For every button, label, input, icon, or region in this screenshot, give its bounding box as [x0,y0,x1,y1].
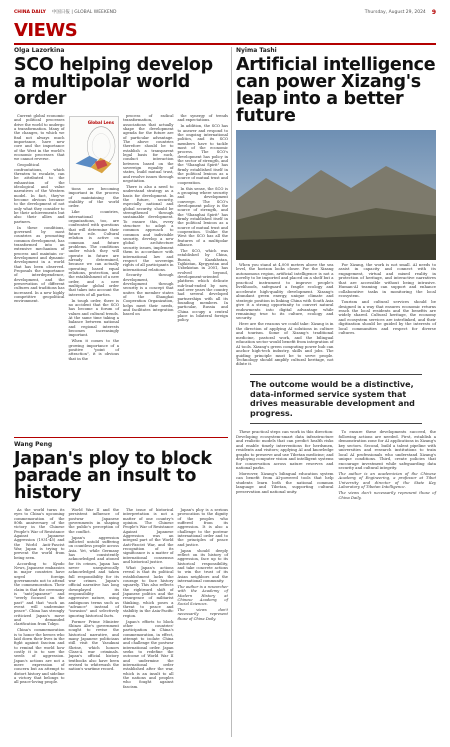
handshake-illustration [70,117,119,183]
page-header [14,6,436,18]
paragraph: When it comes to the growing importance of a positive "point of attraction", it is obvious that in the [68,339,119,361]
body-column [123,508,174,691]
paragraph: The SCO, which was established by China, Russia, Kazakhstan, Tajikistan, Kyrgyzstan and Uzbekistan in 2001, has evolved beyond, development-oriented platform which delicate sub-lead-ended by now, and over years the country had several developed partnerships with all its founding members. In particular, Russia and China occupy a central place in bilateral foreign policy. [177,248,228,323]
disclaimer: The views don't necessarily represent those of China Daily. [338,490,436,500]
paragraph: China's commemoration is to honor the heroes who laid down their lives in the fight against fascism and to remind the world how costly it is to sow the seeds of aggression. Japan's actions are not a mere expression of concern but an attempt to distort history and sideline a victory that belongs to all peace-loving people. [14,628,65,685]
paragraph: In addition, the SCO has to answer and respond to the ongoing international politics, and its SCO members have to tackle most of the economic process. The SCO's development has policy in the sector of strength, and the "Shanghai Spirit" has firmly established itself in the political lexicon as a source of mutual trust and cooperation. [177,124,228,185]
author-note: The author is an academician of the Chinese Academy of Engineering, a professor at Tibet University and director of the State Key Laboratory of Tibetan Intelligence. [338,471,436,490]
paragraph: To ensure these developments succeed, the following actions are needed. First, establish a demonstration zone for AI applications in Xizang's key sectors. Second, build a talent pipeline with universities and research institutions to train local AI professionals who understand Xizang's unique conditions. Third, create policies that encourage investment while safeguarding data security and cultural integrity. [338,429,436,471]
body-column [236,263,334,368]
author-note: The author is a researcher with the Academy of Modern History at Chinese Academy of Social Sciences. [177,584,228,607]
article-photo [236,130,436,260]
paragraph: In these conditions, governed by most countries as promoting common development, has transformed into an extensive mechanism of process and maintain co-development and dynamic development in a world that has been observed. Proposals the importance of interdependence, development, and the preservation of different cultures and traditions has increased. In a new highly competitive geopolitical environment. [14,225,65,304]
paragraph: Moreover, Xizang's bilingual education system can benefit from AI-powered tools that help students learn both the national common language and Tibetan, supporting cultural preservation and national unity. [236,471,334,494]
paragraph: World War II and the persistent influence of postwar Japanese governments in shaping the public's perception of the conflict. [68,508,119,534]
paragraph: Japan's ploy is a serious provocation to the dignity of the peoples who suffered from its aggression. It is also a challenge to the postwar international order and to the principles of peace and justice. [177,508,228,547]
body-column [69,114,120,362]
illustration-badge: Global Lens [87,120,114,125]
article-byline: Olga Lazorkina [14,47,65,54]
issue-date: Thursday, August 29, 2024 [364,9,426,15]
paragraph: process of radical transformation, associations that actually shape the development agenda for the future are of particular advantage. The above countries therefore should be to establish a transparent legal basis for such, conduct interaction between based on the sovereign equality of states, build mutual trust, and resolve issues through negotiation. [123,114,174,184]
disclaimer: The views don't necessarily represent those of China Daily. [177,608,228,621]
paragraph: the synergy of trends and expectations. [177,114,228,123]
paragraph: Current global economic and political processes drive the world to undergo a transformation. Many of the changes, to which we find not always much importance, have new core and the importance of the West in the world's economic processes that we cannot reverse. [14,114,65,162]
body-column [236,430,334,501]
article-sco [14,47,228,362]
paragraph: Japan should deeply reflect on its history of aggression, face up to its historical responsibility, and take concrete actions to win the trust of its Asian neighbors and the international community. [177,548,228,583]
body-column [339,263,437,368]
article-body-top [236,263,436,368]
body-column [14,114,65,362]
paragraph: Tourism and cultural services should be designed in a way that ensures economic returns reach the local residents and the benefits are widely shared. Cultural heritage, the economy and ecosystem services are interlinked, and their digitization should be guided by the interests of local communities and respect for diverse cultures. [338,299,436,336]
body-column [14,508,65,691]
paragraph: Here are the reasons we could take: Xizang is in the direction of applying AI solutions in culture and tourism. Some of Xizang's traditional medicine, pastoral work, and the bilingual education sector would benefit from integration of AI tools. Xizang's green computing power hub can anchor high-tech industry, skills and jobs. The guiding principle must be to serve people. Technology should amplify cultural heritage, not dilute it. [236,321,334,367]
article-body-bottom [236,430,436,501]
body-column [123,114,174,362]
article-xizang-ai [236,47,436,502]
paragraph: Japan's aggression inflicted untold suffering on countless people across Asia. Yet, while Germany has consistently acknowledged and atoned for its crimes, Japan has never unequivocally acknowledged and taken full responsibility for its war crimes. Japan's official narrative has long downplayed its responsibility and aggressive nature, using ambiguous terms such as "advance" instead of "invasion" and selectively ignoring historical facts. [68,535,119,618]
paragraph: As the world turns its eyes to China's upcoming commemoration of the 80th anniversary of the victory in the Chinese People's War of Resistance Against Japanese Aggression (1931-45) and the World Anti-Fascist War, Japan is trying to prevent the world from being seen. [14,508,65,560]
paragraph: There is also a need to understand strategy as a basis for development. In the future, security, especially national and global security, should be strengthened through sustainable development. To ensure this, every structure to adopt a common approach to common and indivisible security, develop a new global architecture security issues, implement them in accordance with international law and respect the sovereign rights of all participants in international relations. [123,185,174,272]
column-divider [231,47,232,737]
body-column [69,508,120,691]
article-japan [14,441,228,691]
paragraph: In this sense, the SCO is a grouping where security and development converge. The SCO's development policy is the source of strength, and the "Shanghai Spirit" has firmly established itself in the political lexicon as a source of mutual trust and cooperation. Unlike the West the SCO has all the features of a multipolar alliance. [177,186,228,247]
paragraph: Former Prime Minister Shinzo Abe's government sought to revise the historical narrative, and many Japanese politicians still visit the Yasukuni Shrine, which honors Class-A war criminals. Japan's official history textbooks also have been revised to whitewash the nation's wartime record. [68,619,119,672]
paragraph: The issue of historical interpretation is not a matter of one country's opinion. The Chinese People's War of Resistance Against Japanese Aggression was an integral part of the World Anti-Fascist War, and the recognition of its significance is a matter of international consensus and historical justice. [123,508,174,565]
illustration [69,116,120,184]
body-column [339,430,437,501]
paragraph: These practical steps can work in this direction: Developing ecosystem-smart data infrastructure and realistic models that can predict health risks and enable timely interventions for herdsmen, residents and visitors; applying AI and knowledge graphs to preserve and use Tibetan medicine; and deploying computer vision and intelligent systems for conservation across nature reserves and national parks. [236,429,334,471]
body-column [178,508,229,691]
paragraph: Japan's efforts to block other countries' participation in China's commemoration, in effect, attempt to isolate China and challenge the postwar international order. Japan seeks to redefine the outcome of World War II and undermine the international order established after the war, which is an insult to all the nations and peoples who fought against fascism. [123,619,174,689]
paragraph: What Japan's actions reveal is that its political establishment lacks the courage to face history squarely. This also reflects the rightward shift of Japanese politics and the resurgence of militarist thinking, which poses a threat to peace and stability in the Asia-Pacific region. [123,565,174,618]
body-column [178,114,229,362]
paragraph: In tough order, there is no accident that the SCO has become a forum of values and cultural trends. At the same time taking a balance between national and regional interests becomes increasingly important. [68,298,119,338]
paragraph: When you stand at 4,000 meters above the sea level, the horizon looks closer. For the Xizang autonomous region, artificial intelligence is not a novelty to be imported and placed on a shelf but a practical instrument to improve people's livelihoods, safeguard a fragile ecology and accelerate high-quality development. Xizang's abundant green energy, unique climate and strategic position in linking China with South Asia give it a strong opportunity to convert natural endowments into digital advantage while remaining true to its culture, ecology and security. [236,262,334,321]
paragraph: tions are becoming important in the process of maintaining the stability of the world order. [68,187,119,209]
paragraph: For Xizang, the work is not small. AI needs to assist in capacity and connect with its engagement, virtual and mixed reality in protection of heritage, and interactive narratives that are accessible without being intrusive. Human-AI teaming can support and enhance collaborative tasks in monitoring the local ecosystem. [338,262,436,299]
article-body-top [14,114,228,362]
section-title: VIEWS [14,20,78,41]
article-byline: Wang Peng [14,441,53,448]
section-rule [14,437,228,438]
top-rule [14,43,436,45]
paragraph: Security through development, development through security is a concept that unites the member states of the Shanghai Cooperation Organization, helps meet their needs, and facilitates integration based on [123,273,174,317]
page-number: 9 [431,8,436,16]
paragraph: Geopolitical confrontations, which threaten to escalate, can be attributed to the exhaustion of the ideological and value narratives of the Western model. In fact, they've become obvious because to the development of not only what they consider to be their achievements but also their allies and partners. [14,163,65,224]
pull-quote: The outcome would be a distinctive, data-informed service system that drives measurable development and progress. [250,374,422,424]
paragraph: According to Kyodo News, Japanese embassies in major countries have urged foreign governments not to attend the commemoration. Their claim is that the ceremony is "anti-Japanese" and "overly focused on the past" and that "such an event will undermine peace". China has strongly criticized Japan's move and demanded clarification from Tokyo. [14,561,65,627]
masthead-logo: CHINA DAILY [14,9,46,15]
edition-label: 中国日报 | GLOBAL WEEKEND [51,10,117,15]
article-body [14,508,228,691]
article-byline: Nyima Tashi [236,47,277,54]
paragraph: Like countries, international organizations, too, are confronted with questions that will determine their future role. Cultural relation is active on common and future problems. The conditions under which they will operate in future are already determined, because we can actually operating based equal relations, protection, and the establishment of a new order, and a new multipolar global order that takes into account the interests of all parties. [68,210,120,297]
article-headline: Artificial intelligence can power Xizang's leap into a better future [236,55,436,126]
article-headline: Japan's ploy to block parade an insult to history [14,449,212,503]
article-headline: SCO helping develop a multipolar world order [14,55,213,109]
